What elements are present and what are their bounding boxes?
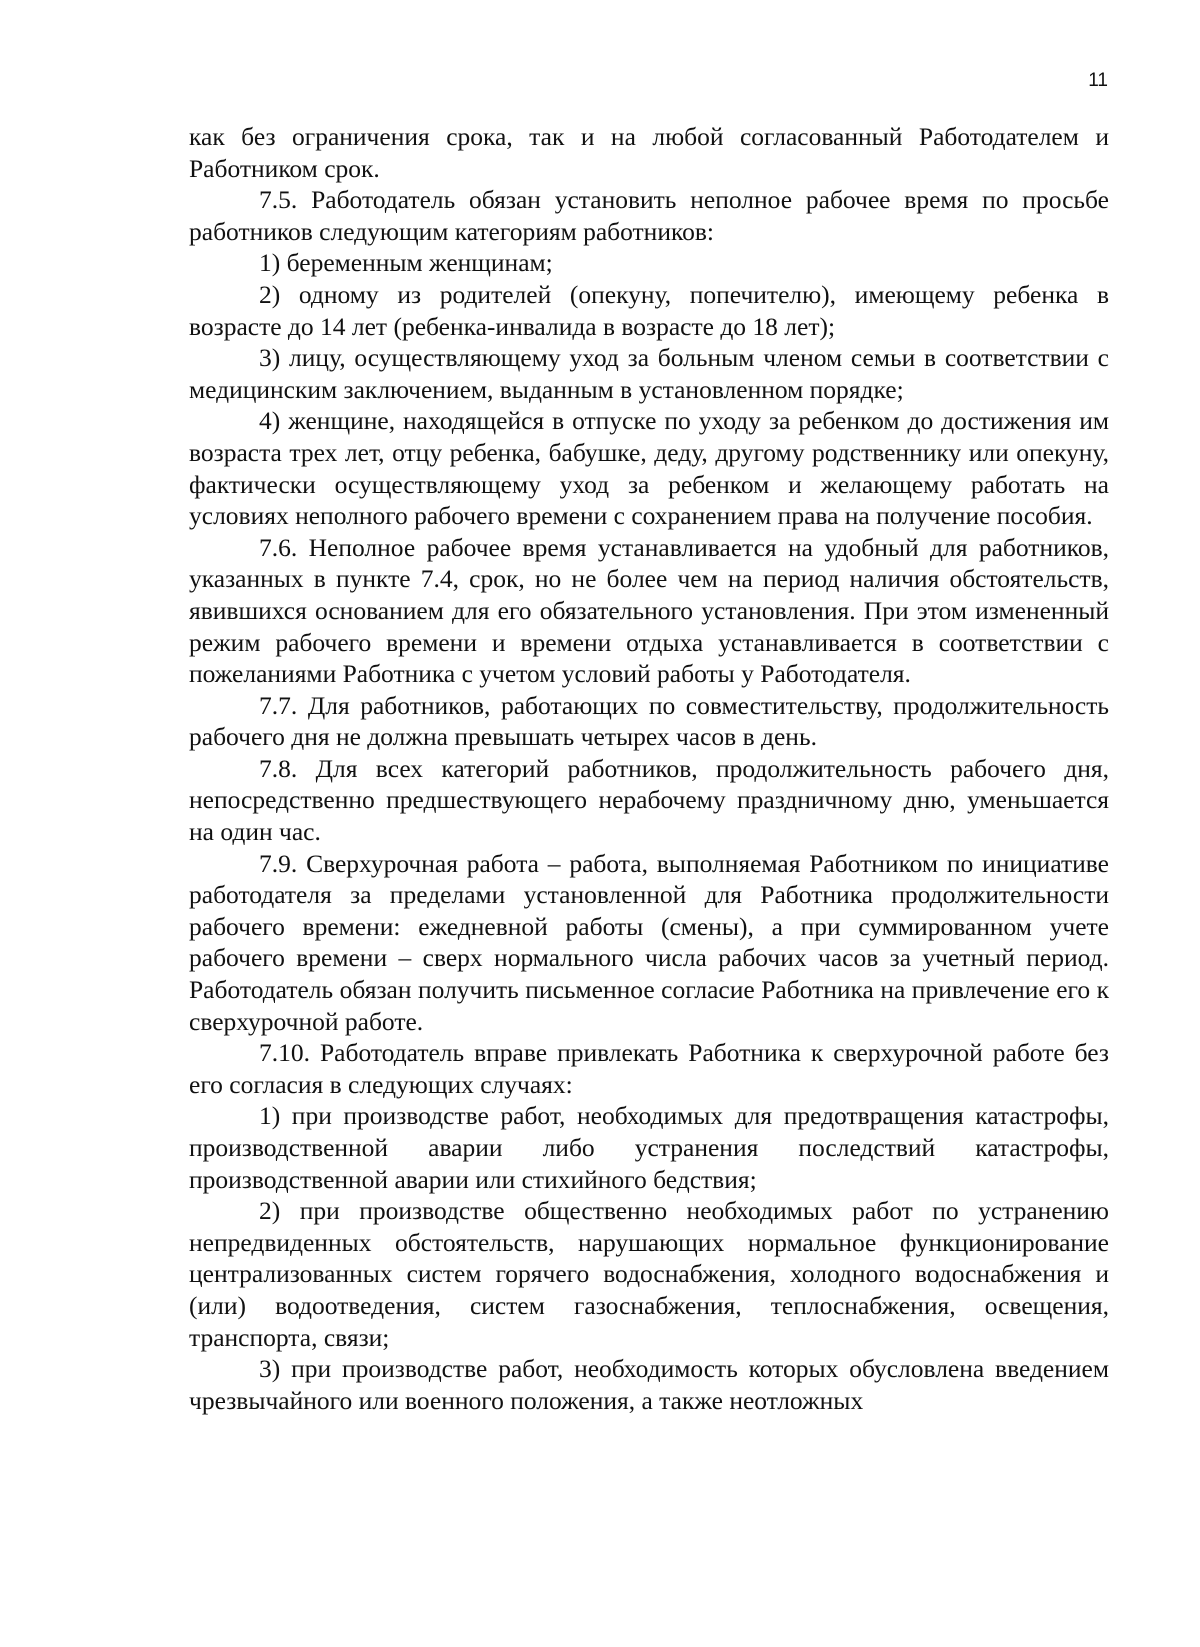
paragraph: 1) беременным женщинам; <box>259 248 553 278</box>
paragraph: 3) при производстве работ, необходимость которых обусловлена введением чрезвычайного или военного положения, а также неотложных <box>189 1354 1109 1415</box>
paragraph: 2) одному из родителей (опекуну, попечителю), имеющему ребенка в возрасте до 14 лет (ребенка-инвалида в возрасте до 18 лет); <box>189 279 1109 341</box>
paragraph: 7.5. Работодатель обязан установить неполное рабочее время по просьбе работников следующим категориям работников: <box>189 185 1109 246</box>
paragraph: 7.9. Сверхурочная работа – работа, выполняемая Работником по инициативе работодателя за пределами установленной для Работника продолжительности рабочего времени: ежедневной работы (смены), а при суммированном учете рабочего времени – сверх нормального числа рабочих часов за учетный период. Работодатель обязан получить письменное согласие Работника на привлечение его к сверхурочной работе. <box>189 848 1109 1036</box>
paragraph: как без ограничения срока, так и на любой согласованный Работодателем и Работником срок. <box>189 122 1109 183</box>
document-body <box>189 121 1109 1416</box>
page-number: 11 <box>1088 70 1108 91</box>
paragraph: 1) при производстве работ, необходимых для предотвращения катастрофы, производственной аварии либо устранения последствий катастрофы, производственной аварии или стихийного бедствия; <box>189 1101 1109 1194</box>
paragraph: 2) при производстве общественно необходимых работ по устранению непредвиденных обстоятельств, нарушающих нормальное функционирование централизованных систем горячего водоснабжения, холодного водоснабжения и (или) водоотведения, систем газоснабжения, теплоснабжения, освещения, транспорта, связи; <box>189 1196 1109 1352</box>
paragraph: 7.6. Неполное рабочее время устанавливается на удобный для работников, указанных в пункте 7.4, срок, но не более чем на период наличия обстоятельств, явившихся основанием для его обязательного установления. При этом измененный режим рабочего времени и времени отдыха устанавливается в соответствии с пожеланиями Работника с учетом условий работы у Работодателя. <box>189 532 1109 689</box>
paragraph: 3) лицу, осуществляющему уход за больным членом семьи в соответствии с медицинским заключением, выданным в установленном порядке; <box>189 343 1109 404</box>
paragraph: 4) женщине, находящейся в отпуске по уходу за ребенком до достижения им возраста трех лет, отцу ребенка, бабушке, деду, другому родственнику или опекуну, фактически осуществляющему уход за ребенком и желающему работать на условиях неполного рабочего времени с сохранением права на получение пособия. <box>189 406 1109 531</box>
paragraph: 7.8. Для всех категорий работников, продолжительность рабочего дня, непосредственно предшествующего нерабочему праздничному дню, уменьшается на один час. <box>189 753 1109 847</box>
paragraph: 7.10. Работодатель вправе привлекать Работника к сверхурочной работе без его согласия в следующих случаях: <box>189 1038 1109 1099</box>
paragraph: 7.7. Для работников, работающих по совместительству, продолжительность рабочего дня не должна превышать четырех часов в день. <box>189 690 1109 752</box>
